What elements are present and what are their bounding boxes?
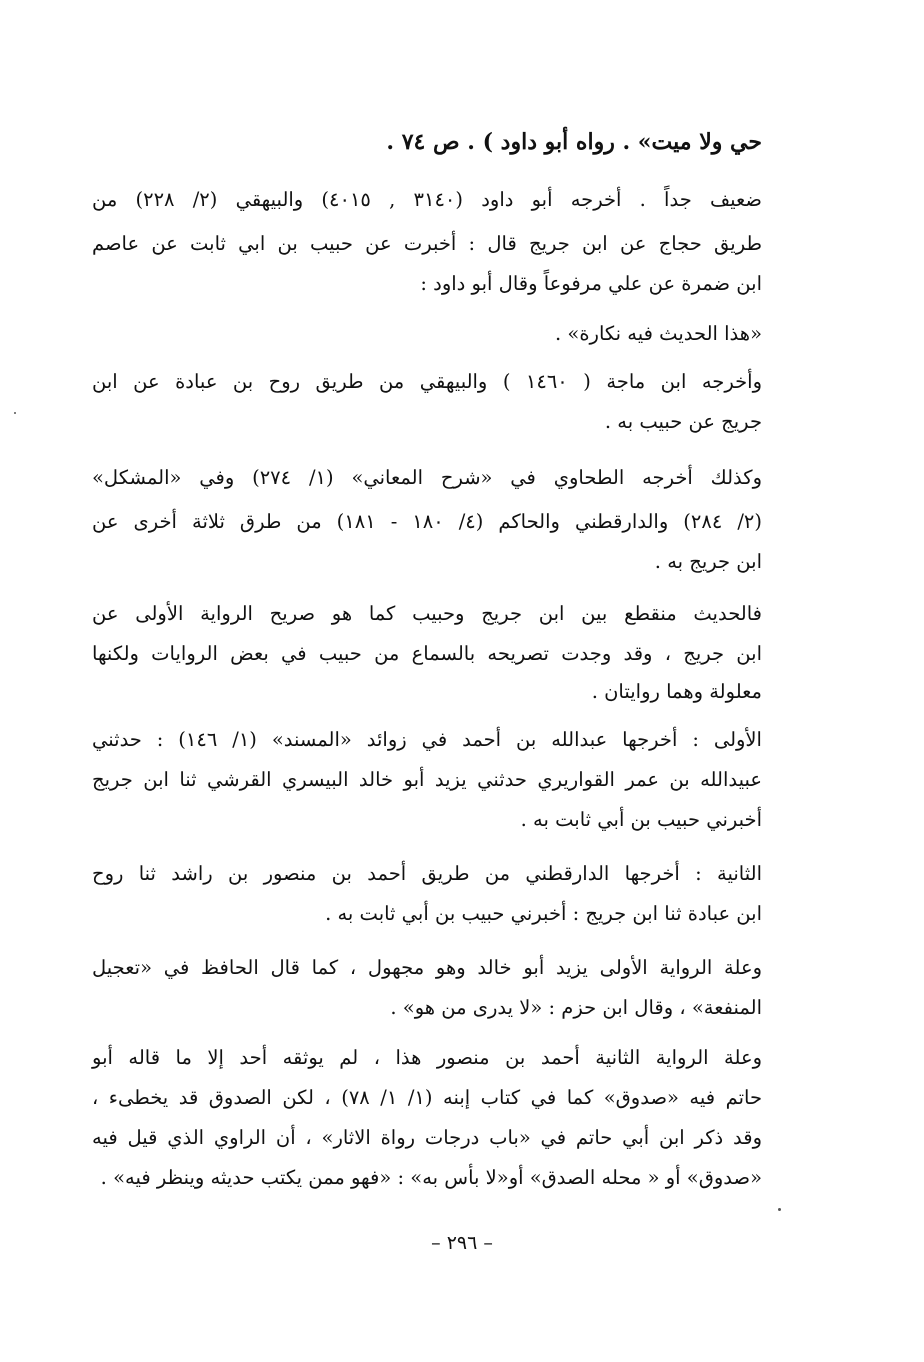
text-line: المنفعة» ، وقال ابن حزم : «لا يدرى من هو» . — [390, 996, 762, 1019]
text-line: وقد ذكر ابن أبي حاتم في «باب درجات رواة الاثار» ، أن الراوي الذي قيل فيه — [92, 1126, 762, 1149]
text-line: وعلة الرواية الأولى يزيد أبو خالد وهو مجهول ، كما قال الحافظ في «تعجيل — [92, 956, 762, 979]
text-line: الثانية : أخرجها الدارقطني من طريق أحمد بن منصور بن راشد ثنا روح — [92, 862, 762, 885]
scan-speck — [778, 1208, 781, 1211]
text-line: (٢/ ٢٨٤) والدارقطني والحاكم (٤/ ١٨٠ - ١٨١) من طرق ثلاثة أخرى عن — [92, 510, 762, 533]
text-line: معلولة وهما روايتان . — [591, 680, 762, 703]
text-line: عبيدالله بن عمر القواريري حدثني يزيد أبو خالد البيسري القرشي ثنا ابن جريج — [92, 768, 762, 791]
page-number: – ٢٩٦ – — [431, 1232, 493, 1254]
text-line: وأخرجه ابن ماجة ( ١٤٦٠ ) والبيهقي من طريق روح بن عبادة عن ابن — [92, 370, 762, 393]
text-line: حاتم فيه «صدوق» كما في كتاب إبنه (١/ ١/ ٧٨) ، لكن الصدوق قد يخطىء ، — [92, 1086, 762, 1109]
scan-speck — [14, 412, 16, 414]
text-line: «صدوق» أو « محله الصدق» أو«لا بأس به» : «فهو ممن يكتب حديثه وينظر فيه» . — [100, 1166, 762, 1189]
text-line: ابن عبادة ثنا ابن جريج : أخبرني حبيب بن أبي ثابت به . — [325, 902, 762, 925]
text-line: حي ولا ميت» . رواه أبو داود ) . ص ٧٤ . — [386, 129, 762, 155]
text-line: ابن جريج به . — [654, 550, 762, 573]
text-line: «هذا الحديث فيه نكارة» . — [555, 322, 762, 345]
text-line: أخبرني حبيب بن أبي ثابت به . — [520, 808, 762, 831]
text-line: جريج عن حبيب به . — [604, 410, 762, 433]
text-line: وعلة الرواية الثانية أحمد بن منصور هذا ، لم يوثقه أحد إلا ما قاله أبو — [92, 1046, 762, 1069]
text-line: ضعيف جداً . أخرجه أبو داود (٣١٤٠ , ٤٠١٥) والبيهقي (٢/ ٢٢٨) من — [92, 188, 762, 211]
text-line: الأولى : أخرجها عبدالله بن أحمد في زوائد «المسند» (١/ ١٤٦) : حدثني — [92, 728, 762, 751]
text-line: ابن ضمرة عن علي مرفوعاً وقال أبو داود : — [420, 272, 762, 295]
text-line: طريق حجاج عن ابن جريج قال : أخبرت عن حبيب بن ابي ثابت عن عاصم — [92, 232, 762, 255]
text-line: وكذلك أخرجه الطحاوي في «شرح المعاني» (١/ ٢٧٤) وفي «المشكل» — [92, 466, 762, 489]
text-line: ابن جريج ، وقد وجدت تصريحه بالسماع من حبيب في بعض الروايات ولكنها — [92, 642, 762, 665]
text-line: فالحديث منقطع بين ابن جريج وحبيب كما هو صريح الرواية الأولى عن — [92, 602, 762, 625]
